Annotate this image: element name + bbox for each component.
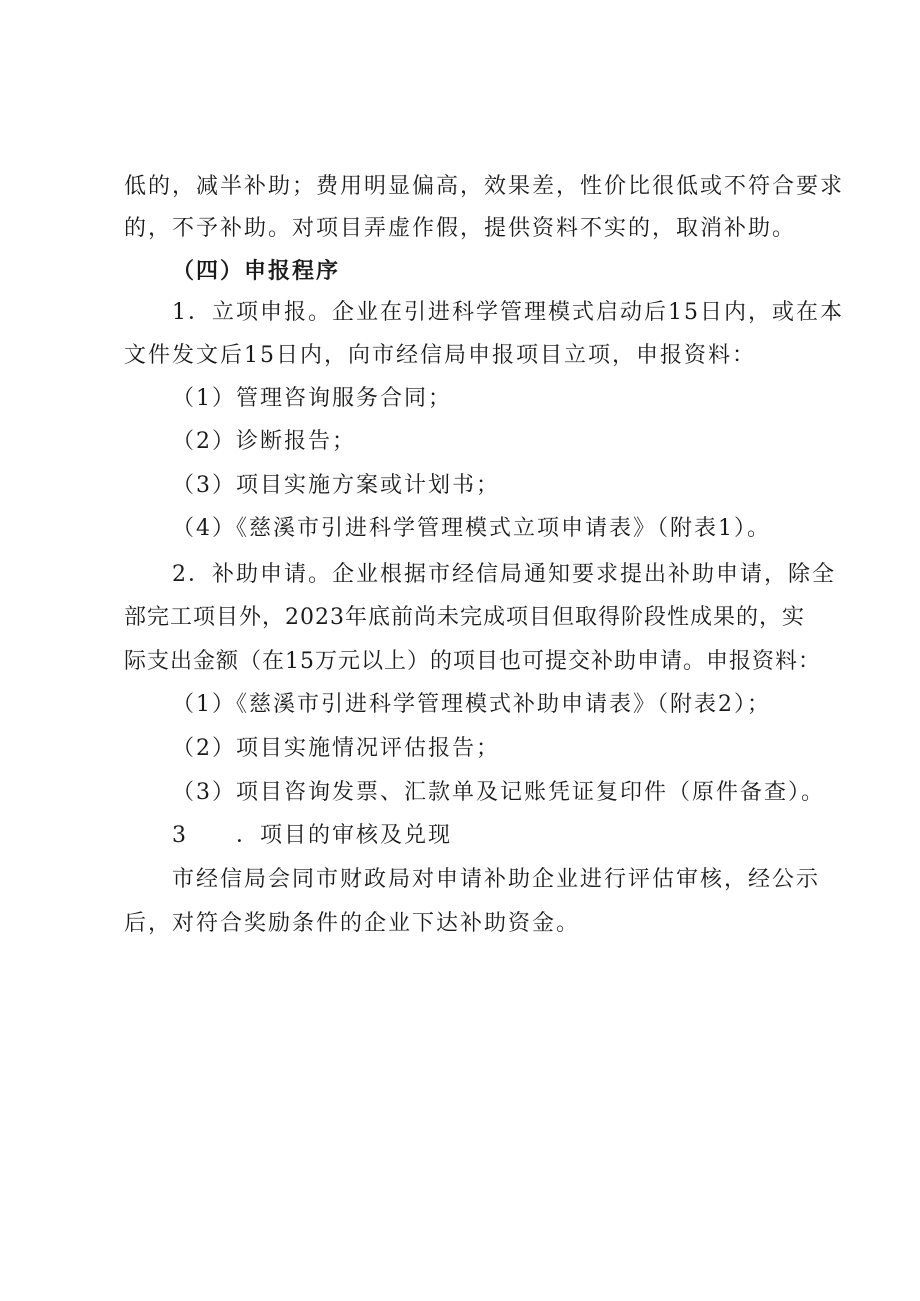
subheading-review: 3 ．项目的审核及兑现	[172, 823, 452, 848]
list-item-5: （1）《慈溪市引进科学管理模式补助申请表》（附表2）；	[172, 692, 771, 717]
paragraph-line-1: 低的，减半补助；费用明显偏高，效果差，性价比很低或不符合要求	[124, 174, 845, 199]
paragraph-line-4: 1．立项申报。企业在引进科学管理模式启动后15日内，或在本	[172, 300, 844, 325]
paragraph-line-18: 后，对符合奖励条件的企业下达补助资金。	[124, 911, 581, 936]
list-item-7: （3）项目咨询发票、汇款单及记账凭证复印件（原件备查）。	[172, 780, 825, 805]
list-item-3: （3）项目实施方案或计划书；	[172, 473, 500, 498]
section-heading: （四）申报程序	[172, 258, 341, 284]
paragraph-line-17: 市经信局会同市财政局对申请补助企业进行评估审核，经公示	[172, 867, 821, 892]
paragraph-line-2: 的，不予补助。对项目弄虚作假，提供资料不实的，取消补助。	[124, 216, 797, 241]
list-item-4: （4）《慈溪市引进科学管理模式立项申请表》（附表1）。	[172, 516, 771, 541]
list-item-6: （2）项目实施情况评估报告；	[172, 736, 500, 761]
paragraph-line-10: 2．补助申请。企业根据市经信局通知要求提出补助申请，除全	[172, 562, 836, 587]
paragraph-line-5: 文件发文后15日内，向市经信局申报项目立项，申报资料：	[124, 343, 756, 368]
list-item-2: （2）诊断报告；	[172, 429, 356, 454]
paragraph-line-11: 部完工项目外，2023年底前尚未完成项目但取得阶段性成果的，实	[124, 605, 805, 630]
paragraph-line-12: 际支出金额（在15万元以上）的项目也可提交补助申请。申报资料：	[124, 649, 821, 674]
list-item-1: （1）管理咨询服务合同；	[172, 386, 452, 411]
